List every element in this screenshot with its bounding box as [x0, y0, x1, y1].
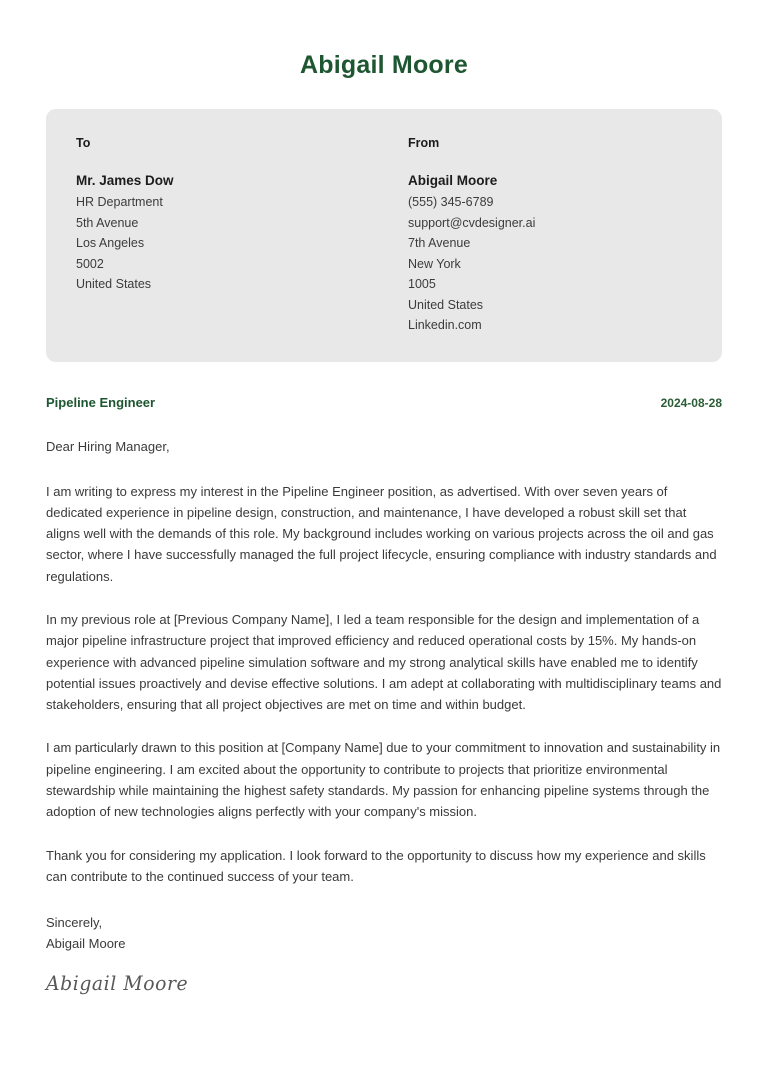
body-paragraph: In my previous role at [Previous Company Name], I led a team responsible for the design and implementation of a major pipeline infrastructure project that improved efficiency and reduced operational costs by 15%. My hands-on experience with advanced pipeline simulation software and my strong analytical skills have enabled me to identify potential issues proactively and devise effective solutions. I am adept at collaborating with multidisciplinary teams and stakeholders, ensuring that all project objectives are met on time and within budget.: [46, 611, 722, 713]
recipient-block: [76, 135, 384, 336]
sender-label: From: [408, 136, 440, 150]
document-header: [0, 0, 768, 80]
sender-phone: (555) 345-6789: [408, 195, 494, 209]
sender-line: 1005: [408, 277, 436, 291]
recipient-label: To: [76, 136, 91, 150]
body-paragraph: I am writing to express my interest in the Pipeline Engineer position, as advertised. With over seven years of dedicated experience in pipeline design, construction, and maintenance, I have developed a robust skill set that aligns well with the demands of this role. My background includes working on various projects across the oil and gas sector, where I have successfully managed the full project lifecycle, ensuring compliance with industry standards and regulations.: [46, 483, 717, 584]
letter-date: 2024-08-28: [660, 395, 722, 410]
signer-name: Abigail Moore: [46, 935, 126, 951]
body-paragraph: Thank you for considering my application. I look forward to the opportunity to discuss how my experience and skills can contribute to the continued success of your team.: [46, 847, 706, 884]
sender-website: Linkedin.com: [408, 318, 482, 332]
body-paragraph: I am particularly drawn to this position at [Company Name] due to your commitment to innovation and sustainability in pipeline engineering. I am excited about the opportunity to contribute to projects that prioritize environmental stewardship while maintaining the highest safety standards. My passion for enhancing pipeline systems through the adoption of new technologies aligns perfectly with your company's mission.: [46, 740, 721, 820]
sender-email: support@cvdesigner.ai: [408, 215, 536, 230]
job-position-title: Pipeline Engineer: [46, 394, 156, 410]
sender-line: United States: [408, 297, 484, 312]
salutation: Dear Hiring Manager,: [46, 438, 170, 454]
closing-block: [46, 913, 722, 996]
address-card: [46, 109, 722, 362]
sender-line: 7th Avenue: [408, 236, 471, 250]
recipient-line: 5002: [76, 256, 104, 271]
recipient-line: HR Department: [76, 195, 163, 209]
letter-body: [46, 436, 722, 997]
recipient-line: 5th Avenue: [76, 215, 139, 230]
closing-salutation: Sincerely,: [46, 915, 103, 931]
recipient-name: Mr. James Dow: [76, 173, 174, 188]
recipient-line: United States: [76, 277, 152, 291]
sender-line: New York: [408, 256, 461, 271]
subject-row: [46, 394, 722, 412]
page-title: Abigail Moore: [300, 51, 468, 79]
sender-block: [384, 135, 692, 336]
handwritten-signature: Abigail Moore: [46, 971, 189, 996]
recipient-line: Los Angeles: [76, 236, 145, 250]
sender-name: Abigail Moore: [408, 173, 498, 188]
